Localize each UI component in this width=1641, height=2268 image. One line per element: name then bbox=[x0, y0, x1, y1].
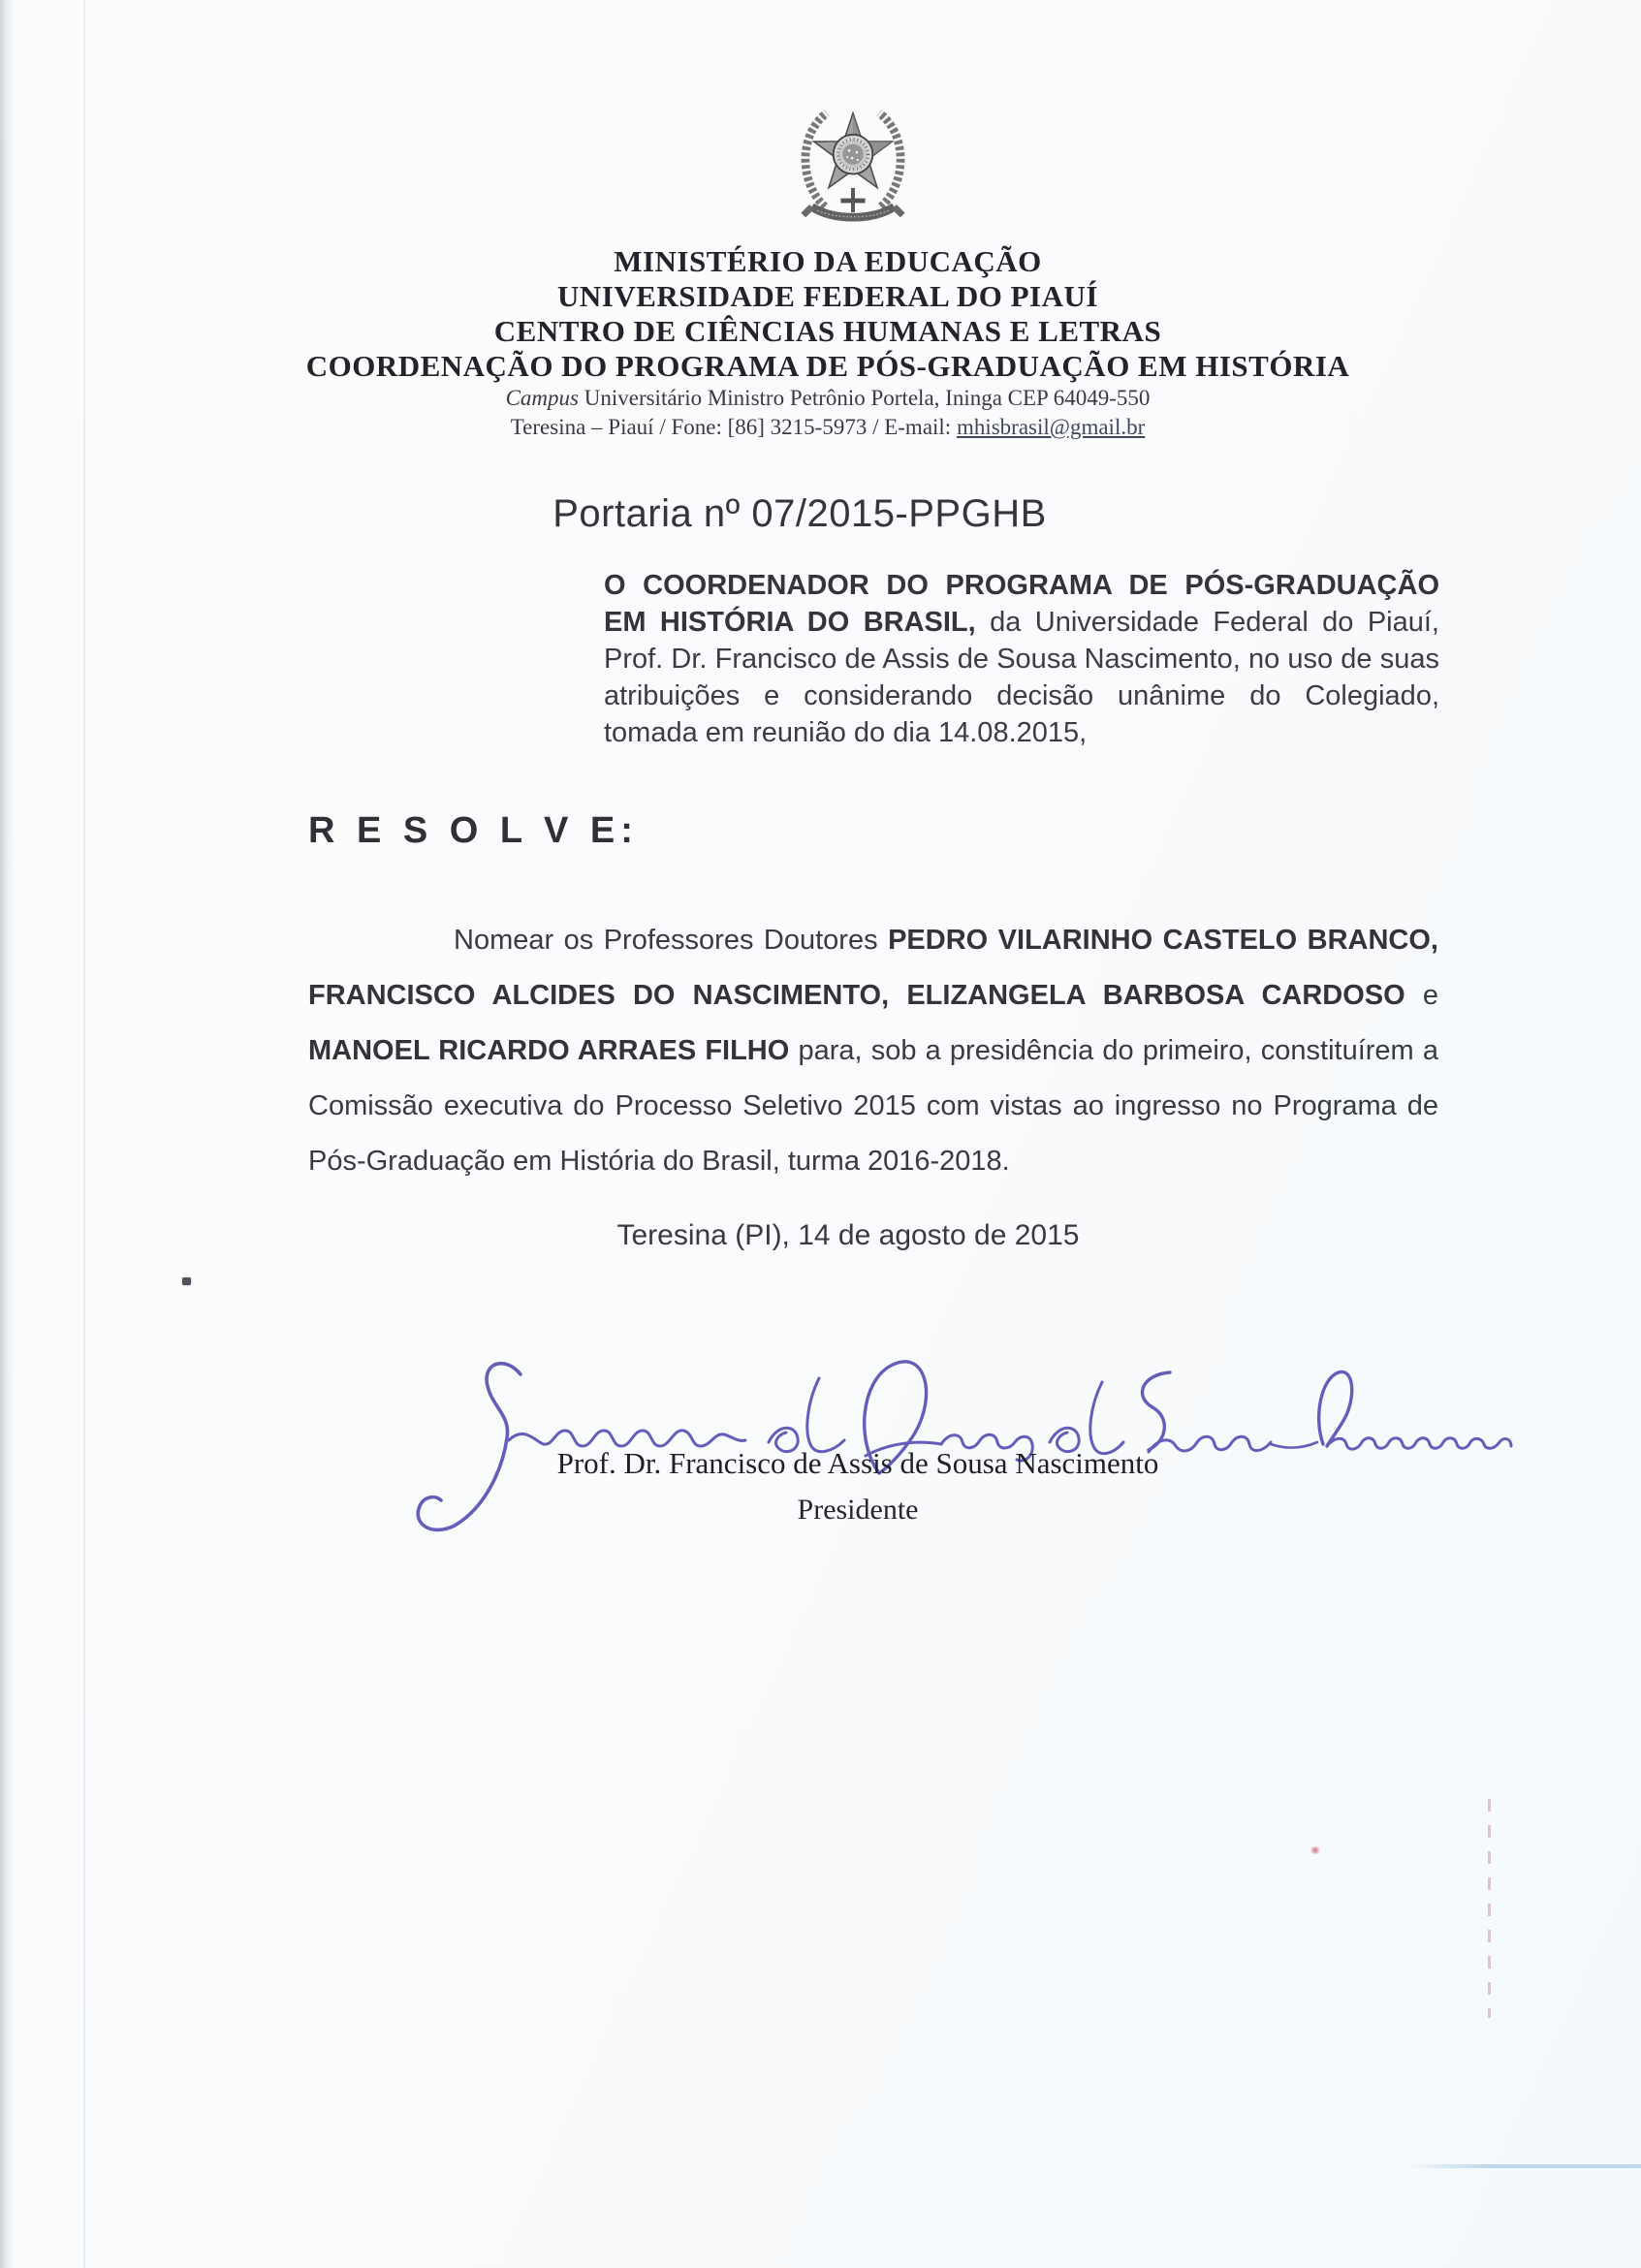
preamble-paragraph bbox=[604, 567, 1439, 751]
body-text-2: e bbox=[1404, 980, 1438, 1011]
body-paragraph bbox=[308, 913, 1438, 1189]
dateline: Teresina (PI), 14 de agosto de 2015 bbox=[616, 1219, 1080, 1251]
letterhead-line-university: UNIVERSIDADE FEDERAL DO PIAUÍ bbox=[557, 279, 1098, 313]
campus-word: Campus bbox=[505, 386, 579, 410]
resolve-heading: R E S O L V E: bbox=[308, 810, 639, 851]
scan-artifact-pink-speck bbox=[1310, 1846, 1320, 1854]
document-title: Portaria nº 07/2015-PPGHB bbox=[552, 492, 1047, 535]
scan-artifact-pink-line bbox=[1488, 1799, 1491, 2018]
signatory-name: Prof. Dr. Francisco de Assis de Sousa Nascimento bbox=[556, 1446, 1159, 1480]
preamble-regular-text: da Universidade Federal do Piauí, Prof. Dr. Francisco de Assis de Sousa Nascimento, no uso de suas atribuições e considerando decisão unânime do Colegiado, tomada em reunião do dia 14.08.2015, bbox=[604, 607, 1439, 748]
ink-speck bbox=[182, 1277, 191, 1285]
appointed-names-1: PEDRO VILARINHO CASTELO BRANCO, FRANCISCO ALCIDES DO NASCIMENTO, ELIZANGELA BARBOSA CARDOSO bbox=[308, 925, 1438, 1011]
letterhead bbox=[14, 244, 1641, 442]
signatory-role: Presidente bbox=[797, 1494, 919, 1526]
email-text: mhisbrasil@gmail.br bbox=[956, 415, 1146, 439]
appointed-names-2: MANOEL RICARDO ARRAES FILHO bbox=[308, 1035, 790, 1066]
letterhead-line-coordination: COORDENAÇÃO DO PROGRAMA DE PÓS-GRADUAÇÃO EM HISTÓRIA bbox=[305, 349, 1350, 383]
address-text: Universitário Ministro Petrônio Portela, Ininga CEP 64049-550 bbox=[578, 386, 1151, 410]
letterhead-line-ministry: MINISTÉRIO DA EDUCAÇÃO bbox=[614, 244, 1042, 278]
letterhead-contact bbox=[14, 413, 1641, 442]
letterhead-address bbox=[14, 384, 1641, 413]
contact-text: Teresina – Piauí / Fone: [86] 3215-5973 / E-mail: bbox=[510, 415, 957, 439]
preamble-bold-text: O COORDENADOR DO PROGRAMA DE PÓS-GRADUAÇÃO EM HISTÓRIA DO BRASIL, bbox=[604, 570, 1439, 638]
body-text-3: para, sob a presidência do primeiro, constituírem a Comissão executiva do Processo Seletivo 2015 com vistas ao ingresso no Programa de Pós-Graduação em História do Brasil, turma 2016-2018. bbox=[308, 1035, 1439, 1177]
scan-artifact-blue-line bbox=[1407, 2164, 1641, 2168]
letterhead-line-center: CENTRO DE CIÊNCIAS HUMANAS E LETRAS bbox=[493, 314, 1162, 348]
brazil-coat-of-arms-icon bbox=[797, 91, 909, 229]
body-text-1: Nomear os Professores Doutores bbox=[454, 925, 889, 956]
